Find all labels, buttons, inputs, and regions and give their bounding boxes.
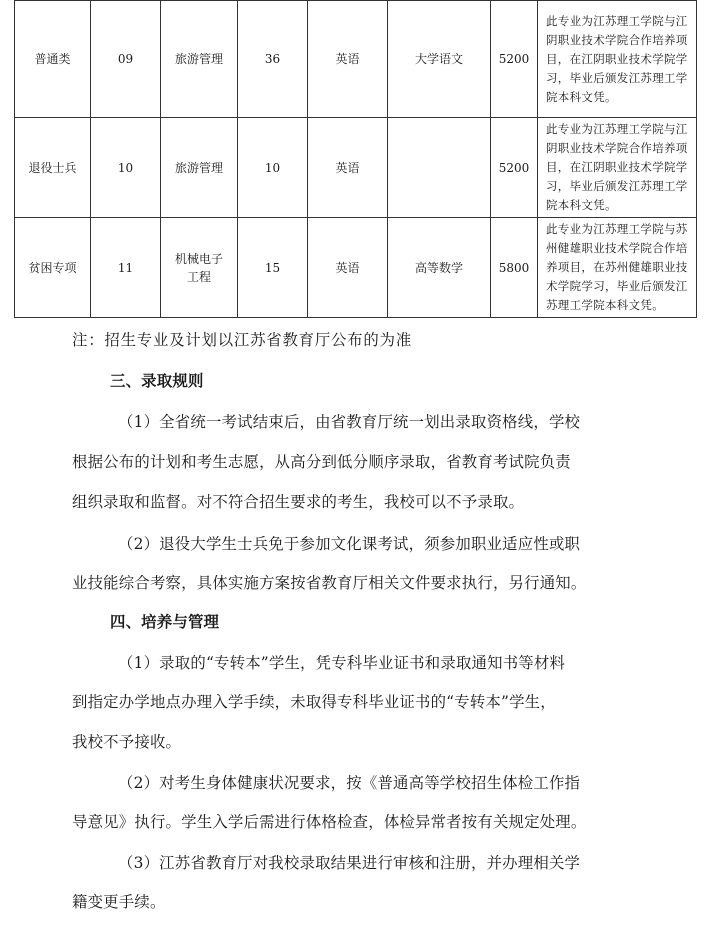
cell-fee: 5200	[491, 1, 538, 118]
cell-major: 旅游管理	[161, 1, 238, 118]
cell-code: 10	[91, 118, 161, 218]
cell-count: 36	[238, 1, 308, 118]
cell-category: 普通类	[15, 1, 91, 118]
cell-code: 11	[91, 218, 161, 318]
paragraph-line: 籍变更手续。	[72, 893, 166, 911]
paragraph-line: （1）全省统一考试结束后，由省教育厅统一划出录取资格线，学校	[118, 413, 581, 431]
table-footnote: 注：招生专业及计划以江苏省教育厅公布的为准	[72, 331, 413, 349]
cell-exam2: 高等数学	[388, 218, 491, 318]
section-heading-admission-rules: 三、录取规则	[110, 372, 204, 390]
cell-code: 09	[91, 1, 161, 118]
table-row	[15, 218, 697, 318]
table-row	[15, 118, 697, 218]
cell-exam2: 大学语文	[388, 1, 491, 118]
table-row	[15, 1, 697, 118]
cell-exam1: 英语	[308, 218, 388, 318]
cell-note: 此专业为江苏理工学院与苏州健雄职业技术学院合作培养项目，在苏州健雄职业技术学院学习，毕业后颁发江苏理工学院本科文凭。	[538, 218, 697, 318]
cell-count: 10	[238, 118, 308, 218]
cell-fee: 5200	[491, 118, 538, 218]
paragraph-line: （2）对考生身体健康状况要求，按《普通高等学校招生体检工作指	[118, 774, 581, 792]
paragraph-line: （3）江苏省教育厅对我校录取结果进行审核和注册，并办理相关学	[118, 854, 581, 872]
paragraph-line: 根据公布的计划和考生志愿，从高分到低分顺序录取，省教育考试院负责	[72, 453, 571, 471]
cell-major: 旅游管理	[161, 118, 238, 218]
section-heading-training-management: 四、培养与管理	[110, 613, 220, 631]
paragraph-line: （1）录取的“专转本”学生，凭专科毕业证书和录取通知书等材料	[118, 654, 566, 672]
paragraph-line: 组织录取和监督。对不符合招生要求的考生，我校可以不予录取。	[72, 493, 525, 511]
cell-note: 此专业为江苏理工学院与江阴职业技术学院合作培养项目，在江阴职业技术学院学习，毕业后颁发江苏理工学院本科文凭。	[538, 118, 697, 218]
cell-major: 机械电子工程	[161, 218, 238, 318]
paragraph-line: 我校不予接收。	[72, 733, 182, 751]
cell-category: 退役士兵	[15, 118, 91, 218]
cell-count: 15	[238, 218, 308, 318]
cell-exam1: 英语	[308, 118, 388, 218]
cell-exam1: 英语	[308, 1, 388, 118]
admission-table	[14, 0, 697, 318]
paragraph-line: 到指定办学地点办理入学手续，未取得专科毕业证书的“专转本”学生，	[72, 693, 556, 711]
paragraph-line: 导意见》执行。学生入学后需进行体格检查，体检异常者按有关规定处理。	[72, 813, 587, 831]
cell-exam2	[388, 118, 491, 218]
cell-fee: 5800	[491, 218, 538, 318]
cell-category: 贫困专项	[15, 218, 91, 318]
paragraph-line: （2）退役大学生士兵免于参加文化课考试，须参加职业适应性或职	[118, 535, 581, 553]
paragraph-line: 业技能综合考察，具体实施方案按省教育厅相关文件要求执行，另行通知。	[72, 574, 587, 592]
cell-note: 此专业为江苏理工学院与江阴职业技术学院合作培养项目，在江阴职业技术学院学习，毕业后颁发江苏理工学院本科文凭。	[538, 1, 697, 118]
